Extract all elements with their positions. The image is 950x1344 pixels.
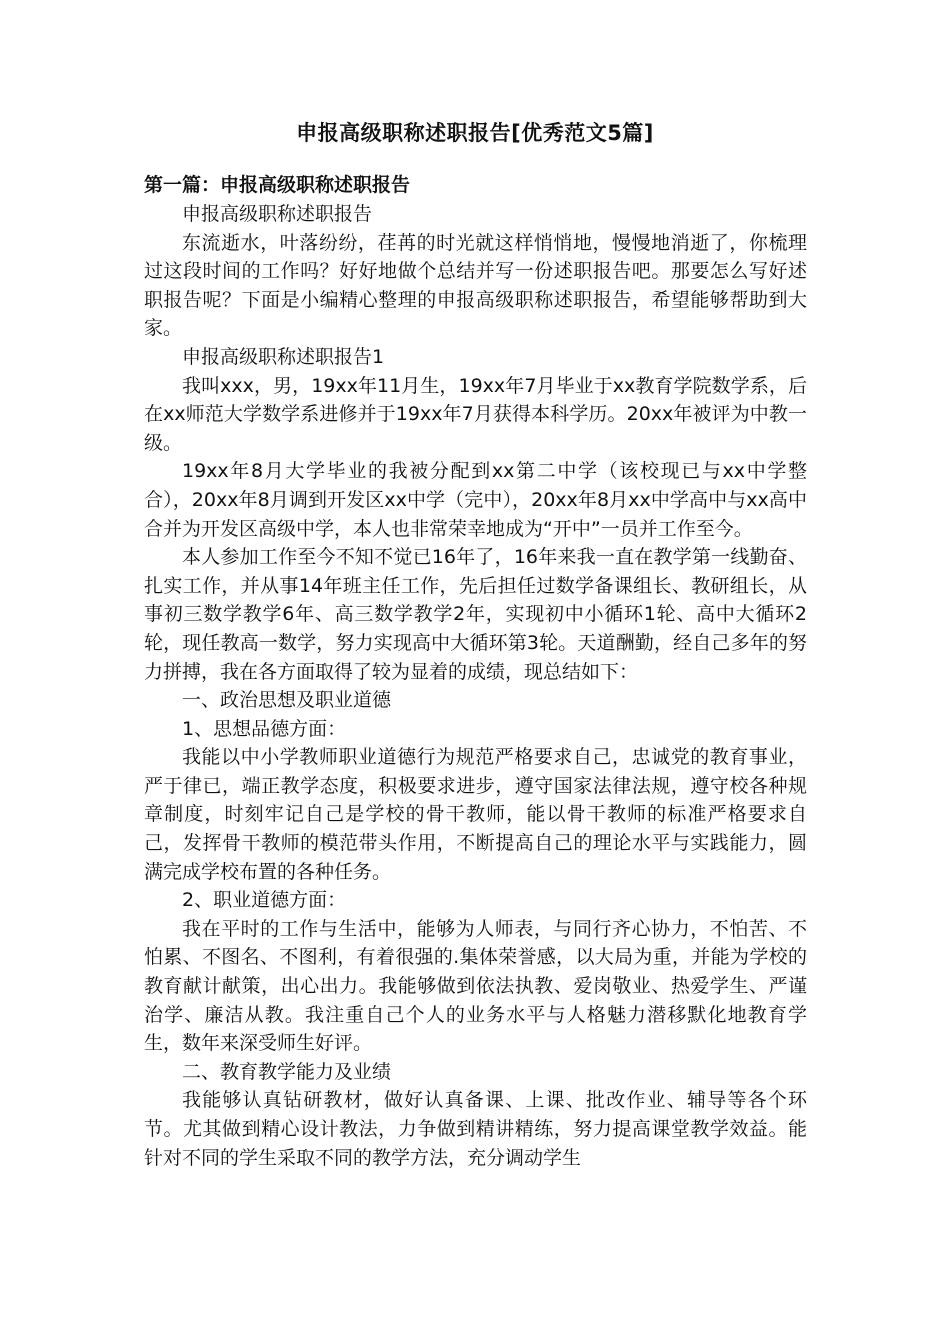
paragraph-professional-ethics: 我在平时的工作与生活中，能够为人师表，与同行齐心协力，不怕苦、不怕累、不图名、不图利，有着很强的.集体荣誉感，以大局为重，并能为学校的教育献计献策，出心出力。我能够做到依法执教、爱岗敬业、热爱学生、严谨治学、廉洁从教。我注重自己个人的业务水平与人格魅力潜移默化地教育学生，数年来深受师生好评。 <box>144 917 807 1055</box>
subheading-professional-ethics: 2、职业道德方面： <box>182 889 347 912</box>
paragraph-teaching-ability: 我能够认真钻研教材，做好认真备课、上课、批改作业、辅导等各个环节。尤其做到精心设计教法，力争做到精讲精练，努力提高课堂教学效益。能针对不同的学生采取不同的教学方法，充分调动学生 <box>144 1089 807 1169</box>
paragraph-intro: 东流逝水，叶落纷纷，荏苒的时光就这样悄悄地，慢慢地消逝了，你梳理过这段时间的工作吗？好好地做个总结并写一份述职报告吧。那要怎么写好述职报告呢？下面是小编精心整理的申报高级职称述职报告，希望能够帮助到大家。 <box>144 231 807 340</box>
paragraph-bio: 我叫xxx，男，19xx年11月生，19xx年7月毕业于xx教育学院数学系，后在xx师范大学数学系进修并于19xx年7月获得本科学历。20xx年被评为中教一级。 <box>144 374 807 454</box>
paragraph-report-heading: 申报高级职称述职报告1 <box>182 345 385 368</box>
paragraph-career: 19xx年8月大学毕业的我被分配到xx第二中学（该校现已与xx中学整合），20xx年8月调到开发区xx中学（完中），20xx年8月xx中学高中与xx高中合并为开发区高级中学，本人也非常荣幸地成为“开中”一员并工作至今。 <box>144 460 807 540</box>
section-heading: 第一篇：申报高级职称述职报告 <box>144 174 411 196</box>
paragraph-ideology: 我能以中小学教师职业道德行为规范严格要求自己，忠诚党的教育事业，严于律已，端正教学态度，积极要求进步，遵守国家法律法规，遵守校各种规章制度，时刻牢记自己是学校的骨干教师，能以骨干教师的标准严格要求自己，发挥骨干教师的模范带头作用，不断提高自己的理论水平与实践能力，圆满完成学校布置的各种任务。 <box>144 746 807 883</box>
heading-politics-ethics: 一、政治思想及职业道德 <box>182 689 392 712</box>
document-title: 申报高级职称述职报告[优秀范文5篇] <box>296 121 654 145</box>
paragraph-summary: 本人参加工作至今不知不觉已16年了，16年来我一直在教学第一线勤奋、扎实工作，并从事14年班主任工作，先后担任过数学备课组长、教研组长，从事初三数学教学6年、高三数学教学2年，实现初中小循环1轮、高中大循环2轮，现任教高一数学，努力实现高中大循环第3轮。天道酬勤，经自己多年的努力拼搏，我在各方面取得了较为显着的成绩，现总结如下： <box>144 546 807 683</box>
paragraph-subtitle: 申报高级职称述职报告 <box>182 203 373 225</box>
subheading-ideology: 1、思想品德方面： <box>182 717 347 740</box>
heading-teaching-ability: 二、教育教学能力及业绩 <box>182 1060 392 1083</box>
document-body <box>144 200 807 1172</box>
